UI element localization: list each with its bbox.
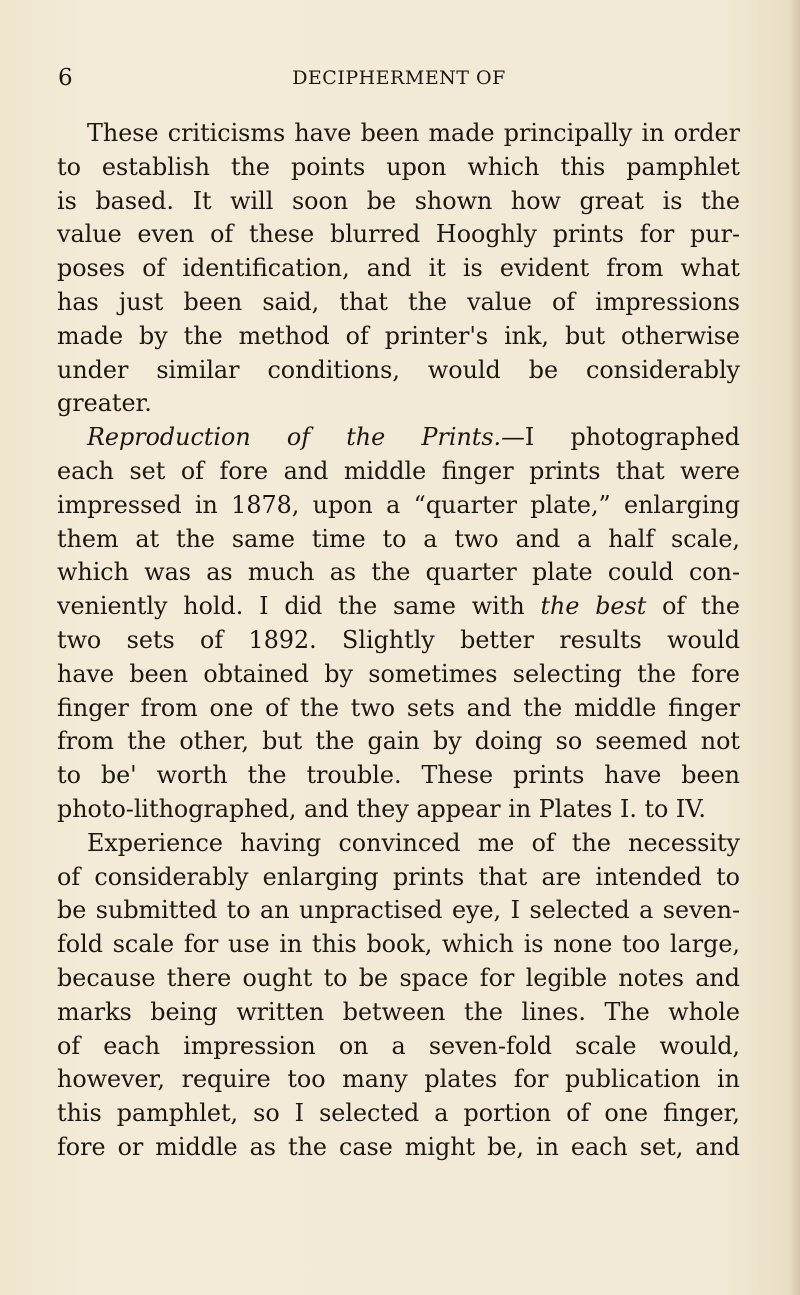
text-line: finger from one of the two sets and the middle finger: [57, 693, 740, 722]
text-line: [57, 590, 740, 624]
text-line: which was as much as the quarter plate could con-: [57, 558, 740, 587]
running-head: DECIPHERMENT OF: [292, 67, 506, 89]
text-line: These criticisms have been made principally in order: [87, 119, 740, 147]
text-line: to establish the points upon which this pamphlet: [57, 152, 740, 181]
text-line: be submitted to an unpractised eye, I selected a seven-: [57, 896, 740, 925]
text-line: have been obtained by sometimes selecting the fore: [57, 659, 740, 688]
text-line: made by the method of printer's ink, but otherwise: [57, 321, 740, 350]
text-line: each set of fore and middle finger prints that were: [57, 456, 740, 485]
text-line: has just been said, that the value of impressions: [57, 287, 740, 316]
text-line: greater.: [57, 389, 152, 418]
text-line: of each impression on a seven-fold scale would,: [57, 1031, 740, 1060]
text-run: of the: [646, 592, 740, 621]
text-line: them at the same time to a two and a half scale,: [57, 524, 740, 553]
text-line: is based. It will soon be shown how great is the: [57, 186, 740, 215]
text-line: from the other, but the gain by doing so seemed not: [57, 727, 740, 756]
text-line: value even of these blurred Hooghly prints for pur-: [57, 220, 740, 249]
text-line: under similar conditions, would be considerably: [57, 355, 740, 384]
page-number: 6: [58, 65, 73, 91]
page-header: [58, 64, 740, 94]
text-line: this pamphlet, so I selected a portion of one finger,: [57, 1099, 740, 1128]
text-line: fore or middle as the case might be, in each set, and: [57, 1132, 740, 1161]
text-run: —I photographed: [501, 423, 740, 452]
text-line: [57, 421, 740, 455]
section-heading-italic: Reproduction of the Prints.: [87, 423, 502, 452]
paragraph-criticisms: [57, 117, 740, 421]
text-line: two sets of 1892. Slightly better results would: [57, 625, 740, 654]
emphasis-italic: the best: [540, 592, 647, 621]
text-line: however, require too many plates for publication in: [57, 1065, 740, 1094]
paragraph-experience: [57, 827, 740, 1165]
text-line: to be' worth the trouble. These prints have been: [57, 761, 740, 790]
text-line: fold scale for use in this book, which is none too large,: [57, 930, 740, 959]
text-line: poses of identification, and it is evident from what: [57, 254, 740, 283]
text-line: because there ought to be space for legible notes and: [57, 963, 740, 992]
text-line: marks being written between the lines. The whole: [57, 997, 740, 1026]
body-text: [57, 117, 740, 1165]
text-line: impressed in 1878, upon a “quarter plate,” enlarging: [57, 490, 740, 519]
page-edge-shadow: [788, 0, 800, 1295]
text-line: Experience having convinced me of the necessity: [87, 828, 740, 857]
text-run: veniently hold. I did the same with: [57, 592, 541, 621]
text-line: of considerably enlarging prints that are intended to: [57, 862, 740, 891]
text-line: photo-lithographed, and they appear in Plates I. to IV.: [57, 794, 706, 823]
paragraph-reproduction: [57, 421, 740, 827]
